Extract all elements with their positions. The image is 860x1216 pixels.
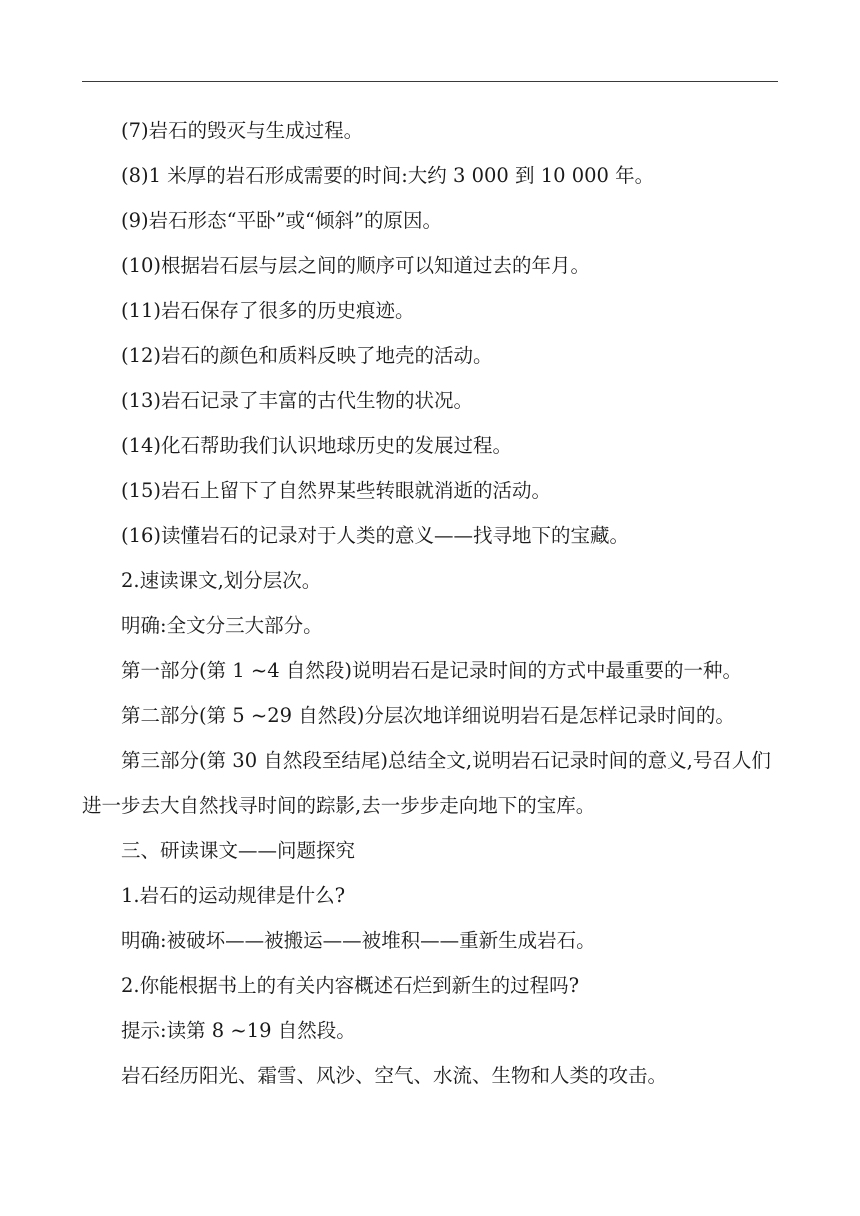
question-1: 1.岩石的运动规律是什么? — [121, 884, 346, 907]
question-2: 2.你能根据书上的有关内容概述石烂到新生的过程吗? — [121, 974, 580, 997]
answer-2: 岩石经历阳光、霜雪、风沙、空气、水流、生物和人类的攻击。 — [121, 1064, 668, 1087]
list-item-7: (7)岩石的毁灭与生成过程。 — [121, 119, 364, 142]
list-item-11: (11)岩石保存了很多的历史痕迹。 — [121, 299, 415, 322]
header-rule — [82, 81, 778, 82]
list-item-8: (8)1 米厚的岩石形成需要的时间:大约 3 000 到 10 000 年。 — [121, 164, 655, 187]
question-2-heading: 2.速读课文,划分层次。 — [121, 569, 322, 592]
document-body — [82, 108, 778, 1098]
list-item-12: (12)岩石的颜色和质料反映了地壳的活动。 — [121, 344, 493, 367]
answer-structure: 明确:全文分三大部分。 — [121, 614, 323, 637]
list-item-15: (15)岩石上留下了自然界某些转眼就消逝的活动。 — [121, 479, 552, 502]
hint-2: 提示:读第 8 ~19 自然段。 — [121, 1019, 356, 1042]
part-one: 第一部分(第 1 ~4 自然段)说明岩石是记录时间的方式中最重要的一种。 — [121, 659, 742, 682]
section-three-heading: 三、研读课文——问题探究 — [121, 839, 356, 862]
list-item-16: (16)读懂岩石的记录对于人类的意义——找寻地下的宝藏。 — [121, 524, 630, 547]
list-item-13: (13)岩石记录了丰富的古代生物的状况。 — [121, 389, 474, 412]
list-item-9: (9)岩石形态“平卧”或“倾斜”的原因。 — [121, 209, 442, 232]
list-item-10: (10)根据岩石层与层之间的顺序可以知道过去的年月。 — [121, 254, 591, 277]
part-two: 第二部分(第 5 ~29 自然段)分层次地详细说明岩石是怎样记录时间的。 — [121, 704, 735, 727]
answer-1: 明确:被破坏——被搬运——被堆积——重新生成岩石。 — [121, 929, 596, 952]
list-item-14: (14)化石帮助我们认识地球历史的发展过程。 — [121, 434, 513, 457]
part-three: 第三部分(第 30 自然段至结尾)总结全文,说明岩石记录时间的意义,号召人们进一步去大自然找寻时间的踪影,去一步步走向地下的宝库。 — [82, 749, 771, 817]
